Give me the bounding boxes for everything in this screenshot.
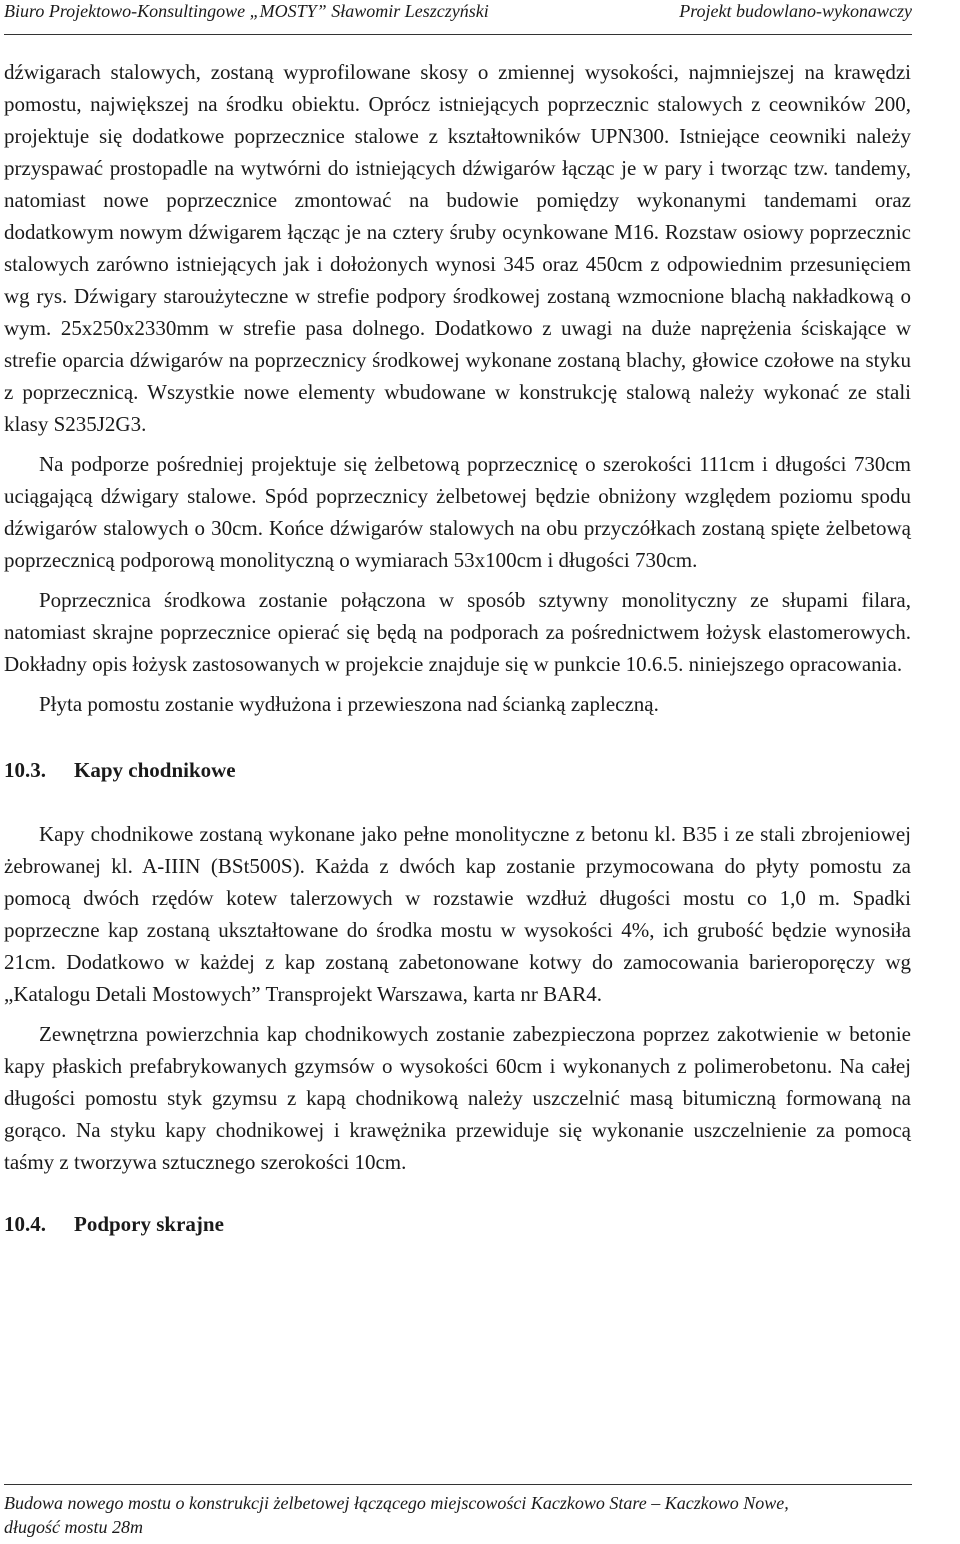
footer-project-name: Budowa nowego mostu o konstrukcji żelbetowej łączącego miejscowości Kaczkowo Stare – Kaczkowo Nowe, <box>4 1493 789 1513</box>
paragraph-steel-girders: dźwigarach stalowych, zostaną wyprofilowane skosy o zmiennej wysokości, najmniejszej na krawędzi pomostu, największej na środku obiektu. Oprócz istniejących poprzecznic stalowych z ceowników 200, projektuje się dodatkowe poprzecznice stalowe z kształtowników UPN300. Istniejące ceowniki należy przyspawać prostopadle na wytwórni do istniejących dźwigarów łącząc je w pary i tworząc tzw. tandemy, natomiast nowe poprzecznice zmontować na budowie pomiędzy wykonanymi tandemami oraz dodatkowym nowym dźwigarem łącząc je na cztery śruby ocynkowane M16. Rozstaw osiowy poprzecznic stalowych zarówno istniejących jak i dołożonych wynosi 345 oraz 450cm z odpowiednim przesunięciem wg rys. Dźwigary staroużyteczne w strefie podpory środkowej zostaną wzmocnione blachą nakładkową o wym. 25x250x2330mm w strefie pasa dolnego. Dodatkowo z uwagi na duże naprężenia ściskające w strefie oparcia dźwigarów na poprzecznicy środkowej wykonane zostaną blachy, głowice czołowe na styku z poprzecznicą. Wszystkie nowe elementy wbudowane w konstrukcję stalową należy wykonać ze stali klasy S235J2G3. <box>4 60 911 436</box>
section-number: 10.3. <box>4 758 46 782</box>
paragraph-deck-slab: Płyta pomostu zostanie wydłużona i przewieszona nad ścianką zapleczną. <box>39 692 659 716</box>
section-title: Kapy chodnikowe <box>74 758 236 782</box>
section-heading-10-4 <box>4 1208 911 1240</box>
paragraph-cornice: Zewnętrzna powierzchnia kap chodnikowych zostanie zabezpieczona poprzez zakotwienie w betonie kapy płaskich prefabrykowanych gzymsów o wysokości 60cm i wykonanych z polimerobetonu. Na całej długości pomostu styk gzymsu z kapą chodnikową należy uszczelnić masą bitumiczną formowaną na gorąco. Na styku kapy chodnikowej i krawężnika przewiduje się wykonanie uszczelnienie za pomocą taśmy z tworzywa sztucznego szerokości 10cm. <box>4 1022 911 1174</box>
page-footer <box>4 1484 912 1539</box>
section-title: Podpory skrajne <box>74 1212 224 1236</box>
section-heading-10-3 <box>4 754 911 786</box>
paragraph-cross-beam: Poprzecznica środkowa zostanie połączona w sposób sztywny monolityczny ze słupami filara, natomiast skrajne poprzecznice opierać się będą na podporach za pośrednictwem łożysk elastomerowych. Dokładny opis łożysk zastosowanych w projekcie znajduje się w punkcie 10.6.5. niniejszego opracowania. <box>4 588 911 676</box>
document-body <box>4 56 911 1272</box>
paragraph-sidewalk-caps: Kapy chodnikowe zostaną wykonane jako pełne monolityczne z betonu kl. B35 i ze stali zbrojeniowej żebrowanej kl. A-IIIN (BSt500S). Każda z dwóch kap zostanie przymocowana do płyty pomostu za pomocą dwóch rzędów kotew talerzowych w rozstawie wzdłuż długości mostu co 1,0 m. Spadki poprzeczne kap zostaną ukształtowane do środka mostu w wysokości 4%, ich grubość będzie wynosiła 21cm. Dodatkowo w każdej z kap zostaną zabetonowane kotwy do zamocowania barieroporęczy wg „Katalogu Detali Mostowych” Transprojekt Warszawa, karta nr BAR4. <box>4 822 911 1006</box>
paragraph-intermediate-support: Na podporze pośredniej projektuje się żelbetową poprzecznicę o szerokości 111cm i długości 730cm uciągającą dźwigary stalowe. Spód poprzecznicy żelbetowej będzie obniżony względem poziomu spodu dźwigarów stalowych o 30cm. Końce dźwigarów stalowych na obu przyczółkach zostaną spięte żelbetową poprzecznicą podporową monolityczną o wymiarach 53x100cm i długości 730cm. <box>4 452 911 572</box>
section-number: 10.4. <box>4 1212 46 1236</box>
header-project-type: Projekt budowlano-wykonawczy <box>679 1 912 21</box>
header-company: Biuro Projektowo-Konsultingowe „MOSTY” Sławomir Leszczyński <box>4 1 489 21</box>
footer-bridge-length: długość mostu 28m <box>4 1517 143 1537</box>
page-header <box>4 0 912 35</box>
